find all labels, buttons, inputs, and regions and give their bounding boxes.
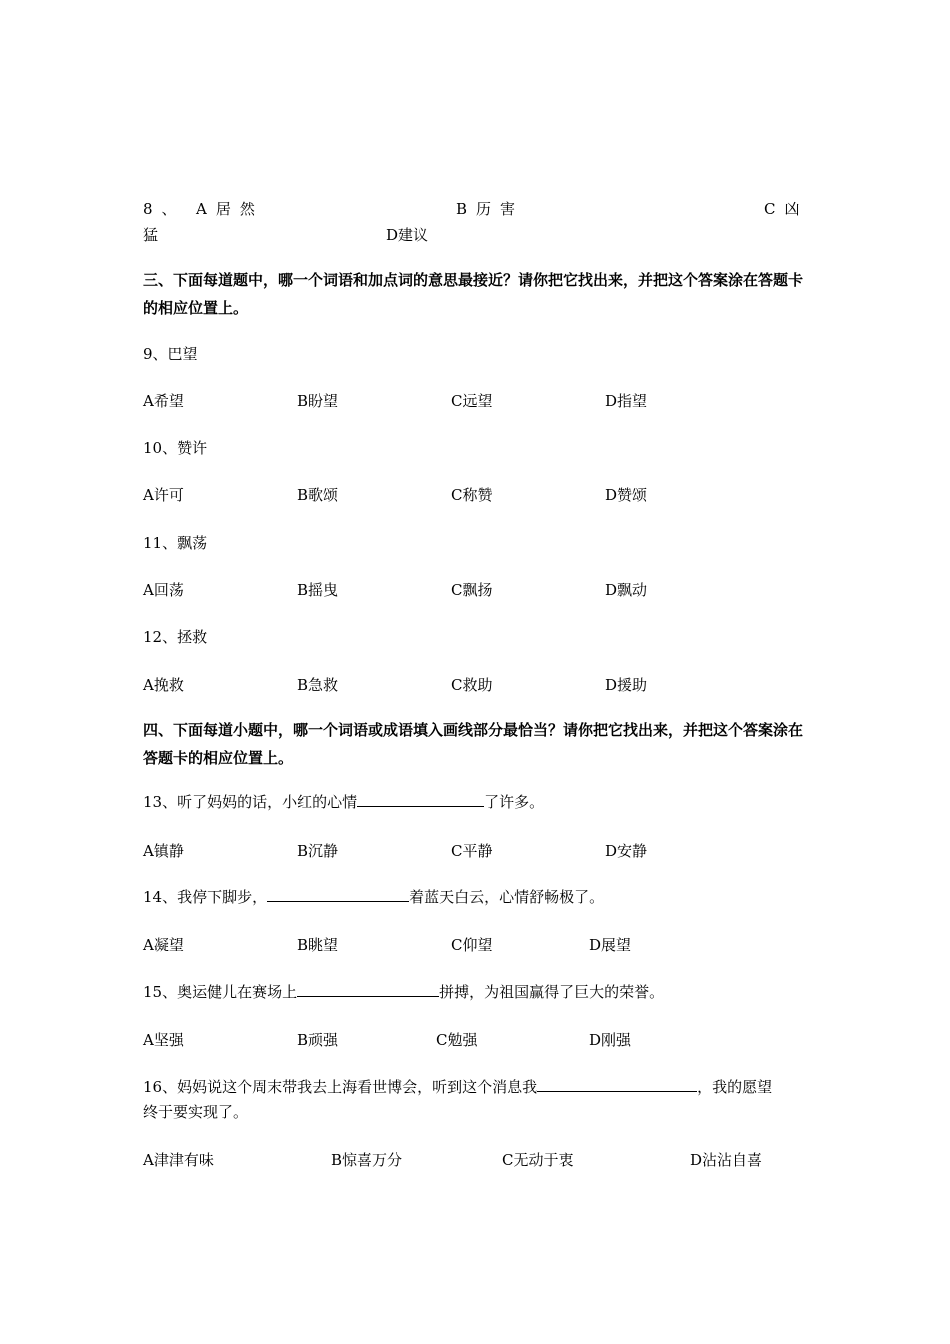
q15-option-c: C勉强 <box>436 1031 478 1049</box>
q9-option-a: A希望 <box>143 392 184 410</box>
q11-option-c: C飘扬 <box>451 581 493 599</box>
section-4-heading: 四、下面每道小题中，哪一个词语或成语填入画线部分最恰当？请你把它找出来，并把这个答案涂在答题卡的相应位置上。 <box>143 721 804 767</box>
q10-stem: 10、赞许 <box>143 439 208 457</box>
q11-option-b: B摇曳 <box>297 581 339 599</box>
q13-stem <box>143 791 544 813</box>
q10-option-a: A许可 <box>143 486 184 504</box>
q13-stem-after-blank: 了许多。 <box>484 793 545 811</box>
q16-stem <box>143 1076 772 1098</box>
q12-option-a: A挽救 <box>143 676 184 694</box>
q15-option-a: A坚强 <box>143 1031 184 1049</box>
q15-option-b: B顽强 <box>297 1031 339 1049</box>
section-3-heading: 三、下面每道题中，哪一个词语和加点词的意思最接近？请你把它找出来，并把这个答案涂在答题卡的相应位置上。 <box>143 271 804 317</box>
q10-option-c: C称赞 <box>451 486 493 504</box>
q8-option-b: B历害 <box>456 200 525 218</box>
q8-option-c-continuation: 猛 <box>143 226 159 244</box>
q16-answer-blank <box>537 1076 697 1092</box>
q10-option-d: D赞颂 <box>605 486 648 504</box>
q15-stem <box>143 981 664 1003</box>
q16-option-c: C无动于衷 <box>502 1151 574 1169</box>
q8-number: 8、 <box>143 200 186 218</box>
q14-option-a: A凝望 <box>143 936 184 954</box>
q14-option-d: D展望 <box>589 936 632 954</box>
q16-stem-after-blank: ，我的愿望 <box>697 1078 773 1096</box>
q13-option-c: C平静 <box>451 842 493 860</box>
q13-answer-blank <box>357 791 484 807</box>
q9-option-d: D指望 <box>605 392 648 410</box>
q16-stem-continuation: 终于要实现了。 <box>143 1103 249 1121</box>
q12-stem: 12、拯救 <box>143 628 208 646</box>
q16-option-a: A津津有味 <box>143 1151 214 1169</box>
q13-stem-before-blank: 13、听了妈妈的话，小红的心情 <box>143 793 358 811</box>
q16-option-d: D沾沾自喜 <box>690 1151 763 1169</box>
q15-answer-blank <box>297 981 439 997</box>
q15-stem-after-blank: 拼搏，为祖国赢得了巨大的荣誉。 <box>439 983 665 1001</box>
q14-stem <box>143 886 604 908</box>
q14-option-b: B眺望 <box>297 936 339 954</box>
q15-stem-before-blank: 15、奥运健儿在赛场上 <box>143 983 298 1001</box>
q11-stem: 11、飘荡 <box>143 534 208 552</box>
q8-option-d: D建议 <box>386 226 429 244</box>
q8-option-c: C凶 <box>764 200 809 218</box>
q12-option-b: B急救 <box>297 676 339 694</box>
q16-stem-before-blank: 16、妈妈说这个周末带我去上海看世博会，听到这个消息我 <box>143 1078 538 1096</box>
q14-answer-blank <box>267 886 409 902</box>
q13-option-a: A镇静 <box>143 842 184 860</box>
q14-stem-after-blank: 着蓝天白云，心情舒畅极了。 <box>409 888 605 906</box>
q16-option-b: B惊喜万分 <box>331 1151 403 1169</box>
q13-option-b: B沉静 <box>297 842 339 860</box>
q12-option-c: C救助 <box>451 676 493 694</box>
q9-option-b: B盼望 <box>297 392 339 410</box>
q14-stem-before-blank: 14、我停下脚步， <box>143 888 268 906</box>
q9-stem: 9、巴望 <box>143 345 198 363</box>
q15-option-d: D刚强 <box>589 1031 632 1049</box>
q11-option-d: D飘动 <box>605 581 648 599</box>
q10-option-b: B歌颂 <box>297 486 339 504</box>
q14-option-c: C仰望 <box>451 936 493 954</box>
q12-option-d: D援助 <box>605 676 648 694</box>
q13-option-d: D安静 <box>605 842 648 860</box>
q9-option-c: C远望 <box>451 392 493 410</box>
q8-option-a: A居然 <box>196 200 264 218</box>
q11-option-a: A回荡 <box>143 581 184 599</box>
